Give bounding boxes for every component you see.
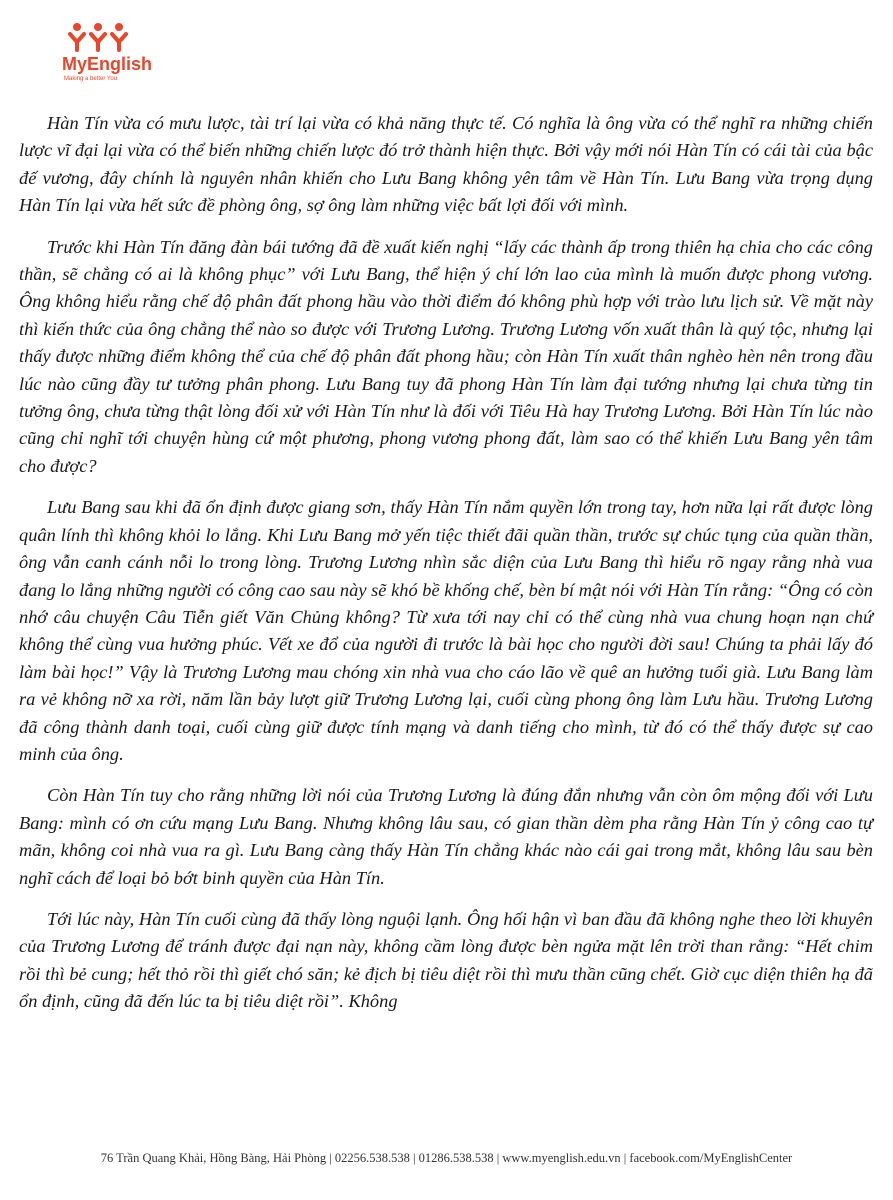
- paragraph-1: Hàn Tín vừa có mưu lược, tài trí lại vừa có khả năng thực tế. Có nghĩa là ông vừa có thể nghĩ ra những chiến lược vĩ đại lại vừa có thể biến những chiến lược đó trở thành hiện thực. Bởi vậy mới nói Hàn Tín có cái tài của bậc đế vương, đây chính là nguyên nhân khiến cho Lưu Bang không yên tâm về Hàn Tín. Lưu Bang vừa trọng dụng Hàn Tín lại vừa hết sức đề phòng ông, sợ ông làm những việc bất lợi đối với mình.: [19, 113, 873, 216]
- page-footer: 76 Trần Quang Khải, Hồng Bàng, Hải Phòng | 02256.538.538 | 01286.538.538 | www.myenglish.edu.vn | facebook.com/MyEnglishCenter: [100, 1151, 793, 1165]
- brand-logo: [62, 22, 162, 86]
- brand-name: MyEnglish: [62, 54, 153, 74]
- paragraph-5: Tới lúc này, Hàn Tín cuối cùng đã thấy lòng nguội lạnh. Ông hối hận vì ban đầu đã không nghe theo lời khuyên của Trương Lương để tránh được đại nạn này, không cầm lòng được bèn ngửa mặt lên trời than rằng: “Hết chim rồi thì bẻ cung; hết thỏ rồi thì giết chó săn; kẻ địch bị tiêu diệt rồi thì mưu thần cũng chết. Giờ cục diện thiên hạ đã ổn định, cũng đã đến lúc ta bị tiêu diệt rồi”. Không: [19, 908, 873, 1012]
- brand-tagline: Making a better You: [64, 76, 118, 82]
- three-people-icon: [68, 22, 128, 52]
- paragraph-3: Lưu Bang sau khi đã ổn định được giang sơn, thấy Hàn Tín nắm quyền lớn trong tay, hơn nữa lại rất được lòng quân lính thì không khỏi lo lắng. Khi Lưu Bang mở yến tiệc thiết đãi quần thần, trước sự chúc tụng của quần thần, ông vẫn canh cánh nỗi lo trong lòng. Trương Lương nhìn sắc diện của Lưu Bang thì hiểu rõ ngay rằng nhà vua đang lo lắng những người có công cao sau này sẽ khó bề khống chế, bèn bí mật nói với Hàn Tín rằng: “Ông có còn nhớ câu chuyện Câu Tiễn giết Văn Chủng không? Từ xưa tới nay chỉ có thể cùng nhà vua chung hoạn nạn chứ không thể cùng vua hưởng phúc. Vết xe đổ của người đi trước là bài học cho người đời sau! Chúng ta phải lấy đó làm bài học!” Vậy là Trương Lương mau chóng xin nhà vua cho cáo lão về quê an hưởng tuổi già. Lưu Bang làm ra vẻ không nỡ xa rời, năm lần bảy lượt giữ Trương Lương lại, cuối cùng phong ông làm Lưu hầu. Trương Lương đã công thành danh toại, cuối cùng giữ được tính mạng và danh tiếng cho mình, từ đó có thể thấy được sự cao minh của ông.: [19, 497, 873, 764]
- article-body: [19, 110, 873, 1030]
- paragraph-2: Trước khi Hàn Tín đăng đàn bái tướng đã đề xuất kiến nghị “lấy các thành ấp trong thiên hạ chia cho các công thần, sẽ chẳng có ai là không phục” với Lưu Bang, thể hiện ý chí lớn lao của mình là muốn được phong vương. Ông không hiểu rằng chế độ phân đất phong hầu vào thời điểm đó không phù hợp với trào lưu lịch sử. Về mặt này thì kiến thức của ông chẳng thể nào so được với Trương Lương. Trương Lương vốn xuất thân là quý tộc, nhưng lại thấy được những điểm không thể của chế độ phân đất phong hầu; còn Hàn Tín xuất thân nghèo hèn nên trong đầu lúc nào cũng đầy tư tưởng phân phong. Lưu Bang tuy đã phong Hàn Tín làm đại tướng nhưng lại chưa từng tin tưởng ông, chưa từng thật lòng đối xử với Hàn Tín như là đối với Tiêu Hà hay Trương Lương. Bởi Hàn Tín lúc nào cũng chỉ nghĩ tới chuyện hùng cứ một phương, phong vương phong đất, làm sao có thể khiến Lưu Bang yên tâm cho được?: [19, 236, 873, 476]
- paragraph-4: Còn Hàn Tín tuy cho rằng những lời nói của Trương Lương là đúng đắn nhưng vẫn còn ôm mộng đối với Lưu Bang: mình có ơn cứu mạng Lưu Bang. Nhưng không lâu sau, có gian thần dèm pha rằng Hàn Tín ỷ công cao tự mãn, không coi nhà vua ra gì. Lưu Bang càng thấy Hàn Tín chẳng khác nào cái gai trong mắt, không lâu sau bèn nghĩ cách để loại bỏ bớt binh quyền của Hàn Tín.: [19, 785, 873, 888]
